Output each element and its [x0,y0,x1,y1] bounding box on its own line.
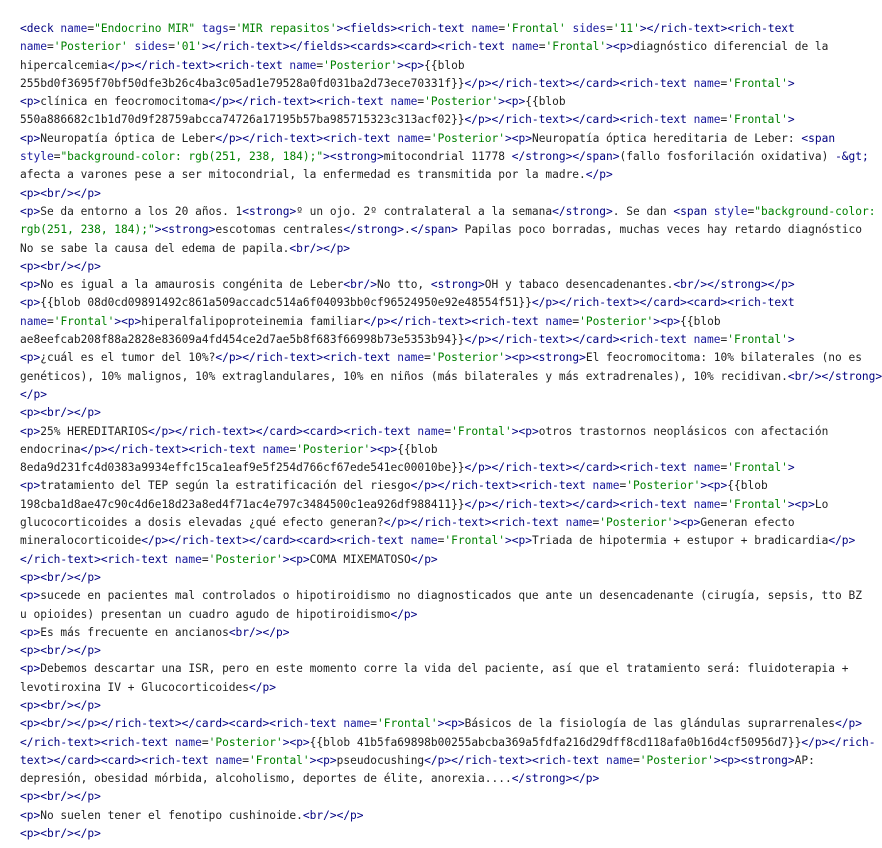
code-token: ><p> [653,314,681,328]
code-token: ><p> [505,534,532,548]
code-token: = [619,479,627,493]
code-token: AP: [794,753,815,767]
code-token: sucede en pacientes mal controlados o hipotiroidismo no diagnosticados que ante un desencadenante (cirugía, sepsis, tto BZ [40,589,862,603]
code-token: ae8eefcab208f88a2828e83609a4fd454ce2d7ae5b8f683f66998b73e5353b94}} [20,333,465,347]
code-line [20,660,848,678]
code-token: Triada de hipotermia + estupor + bradicardia [531,534,829,548]
code-token: ><p> [437,717,465,731]
code-token: = [53,150,61,164]
code-token: </p> [249,680,276,694]
code-token: ><p> [282,735,310,749]
code-line [20,477,848,495]
code-token: ><p> [505,131,532,145]
code-token: name [693,76,721,90]
code-token: 'Frontal' [249,753,310,767]
code-token: depresión, obesidad mórbida, alcoholismo, deportes de élite, anorexia.... [20,772,512,786]
code-line [20,441,848,459]
code-token: 550a886682c1b1d70d9f28759abcca74726a17195b57ba985715323c313acf02}} [20,113,465,127]
code-token: name [693,333,721,347]
code-token: El feocromocitoma: 10% bilaterales (no es [585,351,862,365]
code-token: "background-color: [754,204,876,218]
code-token: 'Frontal' [505,22,566,35]
code-token: 'Posterior' [430,351,505,365]
code-token: COMA MIXEMATOSO [309,552,411,566]
code-line [20,459,848,477]
code-line [20,111,848,129]
code-token: 'Frontal' [377,717,438,731]
code-token: ><strong> [154,223,216,237]
code-token: <p> [20,625,41,639]
code-token: clínica en feocromocitoma [40,95,209,109]
code-token: </p></rich-text><rich-text [107,58,290,72]
code-token: "background-color: rgb(251, 238, 184);" [60,150,324,164]
code-token: <p><br/></p> [20,259,101,273]
code-token: 'Frontal' [727,497,788,511]
code-line [20,148,869,166]
code-token: = [242,753,250,767]
code-token: mitocondrial 11778 [383,150,512,164]
code-token: ><p> [511,424,539,438]
code-token: </p></rich-text><rich-text [215,131,398,145]
code-token: = [592,516,600,530]
code-token: <p><br/></p> [20,790,101,804]
code-line [20,258,848,276]
code-token: </p></rich-text></card><card><rich-text [531,296,795,310]
code-token: 'Posterior' [296,442,371,456]
code-token: <p> [20,131,41,145]
code-token: name [343,717,371,731]
code-token: = [606,22,613,35]
code-token: Lo [814,497,829,511]
code-line [20,825,848,843]
code-token: glucocorticoides a dosis elevadas ¿qué efecto generan? [20,516,384,530]
code-token: = [316,58,324,72]
code-token: sides [134,40,169,54]
code-token: </strong> [552,204,613,218]
code-line [20,368,882,386]
code-token: <br/></strong></p> [673,278,795,292]
code-token: </p></rich- [801,735,876,749]
code-token: name [174,552,202,566]
code-token: No suelen tener el fenotipo cushinoide. [40,808,303,822]
code-line [20,807,848,825]
code-token: tags [201,22,229,35]
code-token: ></rich-text></fields><cards><card><rich-text [201,40,512,54]
code-line [20,734,876,752]
code-token: No se sabe la causa del edema de papila. [20,241,290,255]
code-token: OH y tabaco desencadenantes. [484,278,674,292]
code-token: <p><br/></p> [20,570,101,584]
code-token: ><p> [673,516,701,530]
code-token: > [787,113,795,127]
code-token: 255bd0f3695f70bf50dfe3b26c4ba3c05ad1e79528a0fd031ba2d73ece70331f}} [20,76,465,90]
code-token: <p><br/></p> [20,406,101,420]
code-token: tratamiento del TEP según la estratificación del riesgo [40,479,411,493]
code-token: <br/></p> [302,808,364,822]
code-token: </strong></span> [511,150,620,164]
code-token [128,40,135,53]
code-token: = [444,424,452,438]
code-line [20,532,856,550]
code-token: 25% HEREDITARIOS [40,424,148,438]
code-token: 'Frontal' [53,314,115,328]
code-token: = [720,76,728,90]
code-token: </p></rich-text><rich-text [215,351,398,365]
code-token: name [174,735,202,749]
code-token: 'Posterior' [208,552,283,566]
code-token: 8eda9d231fc4d0383a9934effc15ca1eaf9e5f254d766cf67ede541ec00010be}} [20,461,465,475]
code-token: </p></rich-text><rich-text [424,753,607,767]
code-token: {{blob 41b5fa69898b00255abcba369a5fdfa216d29dff8cd118afa0b16d4cf50956d7}} [309,735,802,749]
code-token: </p></rich-text><rich-text [363,314,546,328]
code-line [20,679,848,697]
code-token: º un ojo. 2º contralateral a la semana [296,204,553,218]
code-token: name [60,22,88,35]
code-line [20,57,848,75]
code-line [20,349,862,367]
code-token: = [747,204,755,218]
code-token: = [720,113,728,127]
code-token: {{blob [727,479,768,493]
code-line [20,715,862,733]
code-token: <strong> [430,278,485,292]
code-token: name [693,461,721,475]
code-token: 'Posterior' [639,753,714,767]
code-token: escotomas centrales [215,223,344,237]
code-token: <strong> [242,204,297,218]
code-line [20,221,862,239]
code-token: </rich-text><rich-text [20,552,175,566]
code-token: Es más frecuente en ancianos [40,625,229,639]
code-token: Papilas poco borradas, muchas veces hay retardo diagnóstico [457,223,862,237]
code-token: ><p> [282,552,310,566]
code-line [20,276,848,294]
code-token: Generan efecto [700,516,795,530]
code-token: levotiroxina IV + Glucocorticoides [20,680,250,694]
code-line [20,788,848,806]
code-token: 'Posterior' [626,479,701,493]
code-token: -&gt; [835,150,869,164]
code-token: Neuropatía óptica de Leber [40,131,216,145]
code-token: </p> [410,552,438,566]
code-token: <p> [20,351,41,365]
code-line [20,20,848,38]
code-token: = [46,314,54,328]
code-token: </p></rich-text></card><rich-text [464,333,694,347]
code-token: 'Posterior' [424,95,499,109]
code-token: </p></rich-text><rich-text [383,516,566,530]
code-token: = [720,497,728,511]
code-token: Básicos de la fisiología de las glándulas suprarrenales [464,717,836,731]
code-token: name [417,424,445,438]
code-line [20,752,848,770]
code-token: </strong> [343,223,404,237]
code-token: rgb(251, 238, 184);" [20,223,155,237]
code-token: Neuropatía óptica hereditaria de Leber: [531,131,802,145]
code-token: = [632,753,640,767]
code-token: > [787,333,795,347]
code-line [20,697,848,715]
code-token: </p></rich-text></card><rich-text [464,113,694,127]
code-token: (fallo fosforilación oxidativa) [619,150,836,164]
code-token: <p> [20,278,41,292]
code-line [20,331,848,349]
code-token: </p> [835,717,862,731]
code-token: No tto, [377,278,431,292]
code-token: name [592,479,620,493]
code-token: <p><br/></p></rich-text></card><card><rich-text [20,717,344,731]
code-token: <br/> [343,278,378,292]
code-token: name [693,497,721,511]
code-token: </p></rich-text></card><card><rich-text [148,424,418,438]
code-line [20,75,848,93]
code-token: 'Frontal' [727,76,788,90]
code-token: 'Posterior' [599,516,674,530]
code-token: = [572,314,580,328]
code-token: 'Posterior' [579,314,654,328]
code-token: otros trastornos neoplásicos con afectación [538,424,829,438]
code-token: name [262,442,290,456]
code-token: name [545,314,573,328]
code-token: ><p> [700,479,728,493]
code-token: > [787,76,795,90]
code-token: <p> [20,662,41,676]
code-token: = [201,552,209,566]
code-token: {{blob [680,314,721,328]
code-token: ><strong> [323,150,384,164]
code-token: ></rich-text><rich-text [639,22,795,35]
code-line [20,166,848,184]
code-token: {{blob [525,95,566,109]
code-token: </p></rich-text><rich-text [410,479,593,493]
code-token: = [289,442,297,456]
code-token: = [424,351,431,365]
code-token: <p> [20,95,41,109]
code-token: <p> [20,296,41,310]
code-token: = [720,333,728,347]
code-token: </p></rich-text></card><rich-text [464,76,694,90]
code-token: ><p> [787,497,815,511]
code-token: name [397,131,425,145]
code-token: = [370,717,378,731]
code-token: Debemos descartar una ISR, pero en este momento corre la vida del paciente, así que el tratamiento será: fluidoterapia + [40,662,849,676]
code-token: ><p><strong> [505,351,586,365]
code-token: style [713,204,748,218]
code-token: </p></rich-text></card><card><rich-text [141,534,411,548]
code-token: ><p> [309,753,337,767]
code-token: </p> [20,387,47,401]
code-token: name [20,314,47,328]
code-line [20,294,848,312]
code-token: </p> [585,168,613,182]
code-token: <p><br/></p> [20,698,101,712]
code-token: <span [673,204,714,218]
code-token: <span [801,131,836,145]
code-token: <p> [20,479,41,493]
code-token: ><p> [114,314,142,328]
code-token: 198cba1d8ae47c90c4d6e18d23a8ed4f71ac4e797c3484500c1ea926df988411}} [20,497,465,511]
code-line [20,386,848,404]
code-line [20,203,876,221]
code-line [20,624,848,642]
code-line [20,240,848,258]
code-token: 'Posterior' [53,40,128,54]
code-token: 'Posterior' [323,58,398,72]
code-token: mineralocorticoide [20,534,142,548]
code-token: ¿cuál es el tumor del 10%? [40,351,216,365]
code-line [20,587,862,605]
code-line [20,130,848,148]
code-token: = [168,40,175,54]
code-token: No es igual a la amaurosis congénita de Leber [40,278,344,292]
code-line [20,606,848,624]
code-line [20,313,848,331]
code-token: genéticos), 10% malignos, 10% extraglandulares, 10% en niños (más bilaterales y más extradrenales), 10% recidivan. [20,369,788,383]
code-token: . [403,223,411,237]
code-line [20,404,848,422]
code-line [20,93,848,111]
code-token [195,22,202,35]
code-token: name [693,113,721,127]
code-token: name [471,22,499,35]
code-token: <br/></p> [228,625,290,639]
code-token: </span> [410,223,458,237]
code-token: </p></rich-text></card><rich-text [464,497,694,511]
code-line [20,551,848,569]
code-token: <p> [20,589,41,603]
code-token: 'Frontal' [545,40,607,54]
code-token: "Endocrino MIR" [94,22,196,35]
code-token: hiperalfalipoproteinemia familiar [141,314,364,328]
code-token: name [606,753,633,767]
code-token: ><p> [498,95,526,109]
code-token: > [787,461,795,475]
code-token: name [410,534,438,548]
code-token: 'Frontal' [727,333,788,347]
code-token: afecta a varones pese a ser mitocondrial, la enfermedad es transmitida por la madre. [20,168,586,182]
code-token: = [720,461,728,475]
code-token: name [397,351,425,365]
code-line [20,496,848,514]
code-token: <deck [20,22,61,35]
code-token: </p> [828,534,856,548]
code-token: . Se dan [612,204,674,218]
code-token: endocrina [20,442,81,456]
code-token: 'Frontal' [451,424,512,438]
code-line [20,423,848,441]
code-token: {{blob [397,442,438,456]
code-token: {{blob 08d0cd09891492c861a509accadc514a6f04093bb0cf96524950e92e48554f51}} [40,296,532,310]
code-token: pseudocushing [336,753,425,767]
code-token: = [538,40,546,54]
xml-source-listing [20,20,882,843]
code-token: u opioides) presentan un cuadro agudo de hipotiroidismo [20,607,391,621]
code-token: style [20,150,54,164]
code-token: </strong></p> [511,772,600,786]
code-line [20,185,848,203]
code-token: </p> [390,607,418,621]
code-token: ><p> [397,58,425,72]
code-token: ><fields><rich-text [336,22,472,35]
code-token: = [87,22,95,35]
code-line [20,514,848,532]
code-token: sides [572,22,607,35]
code-token: <br/></strong> [787,369,882,383]
code-token: = [46,40,54,54]
code-token: </p></rich-text></card><rich-text [464,461,694,475]
code-line [20,770,848,788]
code-token: 'Frontal' [727,113,788,127]
code-line [20,642,848,660]
code-token: 'Posterior' [430,131,505,145]
code-token: name [20,40,47,54]
code-token: <p><br/></p> [20,186,101,200]
code-token: <p> [20,204,41,218]
code-token: = [228,22,236,35]
code-token: ><p><strong> [713,753,795,767]
code-token: 'Frontal' [444,534,505,548]
code-token: <p> [20,808,41,822]
code-token: 'Posterior' [208,735,283,749]
code-token: name [215,753,243,767]
code-token: </rich-text><rich-text [20,735,175,749]
code-token: {{blob [424,58,465,72]
code-token: <p> [20,424,41,438]
code-token: <br/></p> [289,241,351,255]
code-token: <p><br/></p> [20,644,101,658]
code-token: name [289,58,317,72]
code-token: Se da entorno a los 20 años. 1 [40,204,243,218]
code-token: name [511,40,539,54]
code-token: ><p> [370,442,398,456]
code-token: 'MIR repasitos' [235,22,337,35]
code-token: ><p> [606,40,634,54]
code-token: </p></rich-text><rich-text [80,442,263,456]
code-token: '11' [612,22,640,35]
code-token: name [390,95,418,109]
code-token: diagnóstico diferencial de la [633,40,829,54]
code-token: 'Frontal' [727,461,788,475]
code-token: = [424,131,431,145]
code-token: = [437,534,445,548]
code-token: hipercalcemia [20,58,108,72]
code-token: = [201,735,209,749]
code-token: = [498,22,506,35]
code-token: '01' [174,40,202,54]
code-token: </p></rich-text><rich-text [208,95,391,109]
code-line [20,569,848,587]
code-token: = [417,95,425,109]
code-token: <p><br/></p> [20,827,101,841]
code-line [20,38,848,56]
code-token: name [565,516,593,530]
code-token: text></card><card><rich-text [20,753,216,767]
